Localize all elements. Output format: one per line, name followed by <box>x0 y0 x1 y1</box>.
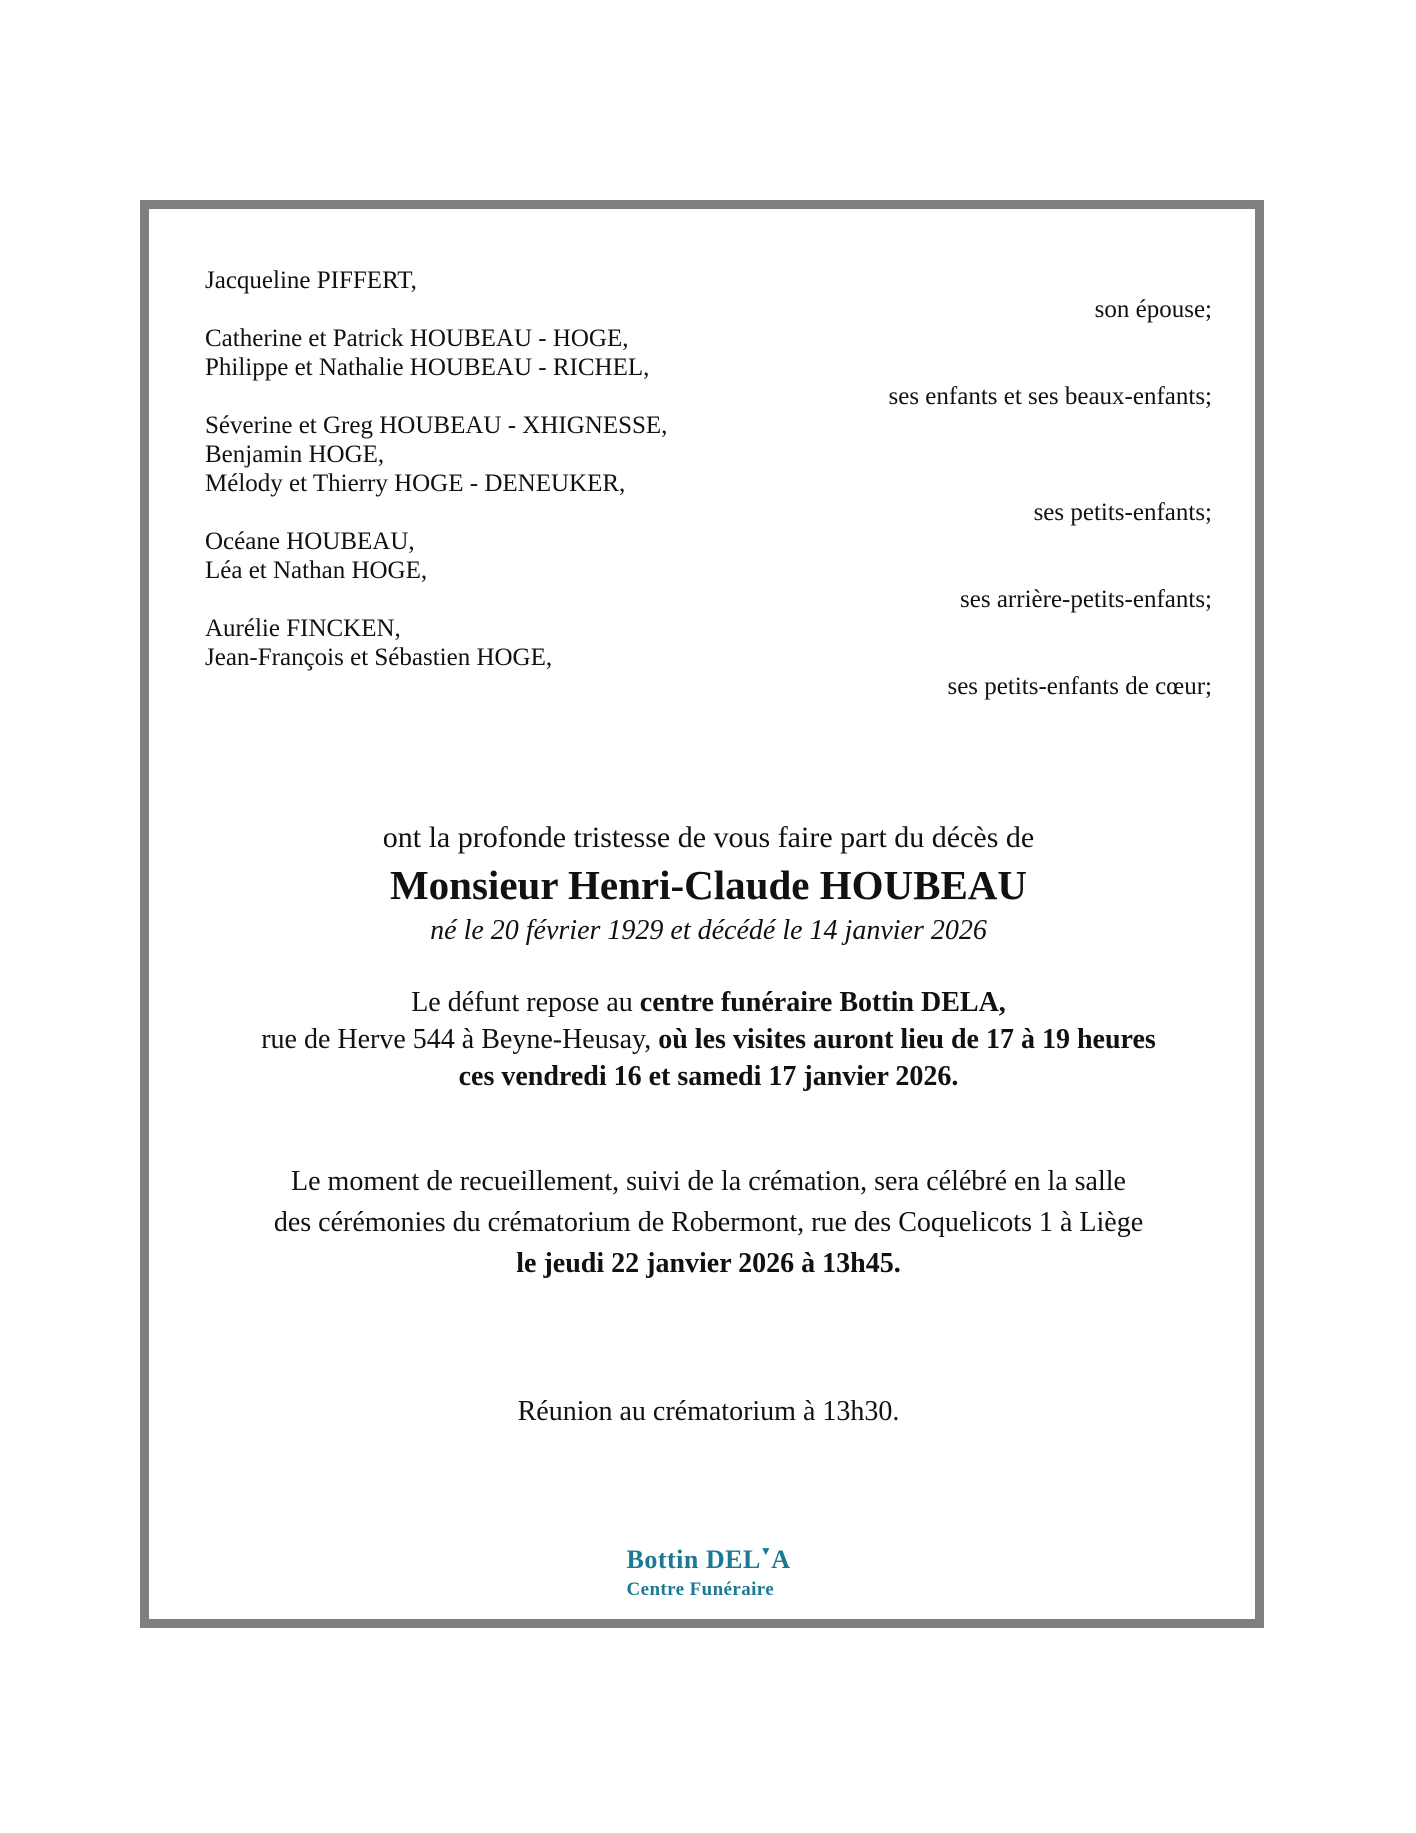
family-member-name: Jacqueline PIFFERT, <box>205 267 417 294</box>
meeting-note: Réunion au crématorium à 13h30. <box>517 1396 900 1427</box>
deceased-name: Monsieur Henri-Claude HOUBEAU <box>389 862 1028 908</box>
logo-subtitle: Centre Funéraire <box>626 1579 775 1600</box>
family-list <box>205 266 1212 701</box>
family-member-name: Léa et Nathan HOGE, <box>205 557 428 584</box>
logo-wordmark-prefix: Bottin DEL <box>626 1545 761 1574</box>
announcement-card <box>140 200 1264 1628</box>
family-member-name: Séverine et Greg HOUBEAU - XHIGNESSE, <box>205 412 668 439</box>
ceremony-line: Le moment de recueillement, suivi de la crémation, sera célébré en la salle <box>291 1166 1126 1197</box>
family-member-name: Mélody et Thierry HOGE - DENEUKER, <box>205 470 626 497</box>
relation-label: son épouse; <box>1094 296 1212 323</box>
ceremony-details <box>205 1161 1212 1284</box>
logo-apostrophe-icon: ▼ <box>759 1544 773 1558</box>
family-member-name: Catherine et Patrick HOUBEAU - HOGE, <box>205 325 629 352</box>
visitation-line: rue de Herve 544 à Beyne-Heusay, où les visites auront lieu de 17 à 19 heures <box>261 1024 1156 1055</box>
logo-wordmark <box>627 1534 791 1577</box>
relation-label: ses arrière-petits-enfants; <box>960 586 1212 613</box>
visitation-line: ces vendredi 16 et samedi 17 janvier 2026. <box>458 1061 959 1092</box>
relation-label: ses enfants et ses beaux-enfants; <box>888 383 1212 410</box>
announcement-intro: ont la profonde tristesse de vous faire part du décès de <box>382 821 1035 854</box>
birth-death-dates: né le 20 février 1929 et décédé le 14 janvier 2026 <box>430 915 987 946</box>
family-member-name: Jean-François et Sébastien HOGE, <box>205 644 553 671</box>
family-member-name: Benjamin HOGE, <box>205 441 385 468</box>
relation-label: ses petits-enfants de cœur; <box>947 673 1212 700</box>
visitation-line: Le défunt repose au centre funéraire Bottin DELA, <box>411 987 1006 1018</box>
family-member-name: Océane HOUBEAU, <box>205 528 415 555</box>
family-member-name: Aurélie FINCKEN, <box>205 615 401 642</box>
visitation-details <box>205 984 1212 1095</box>
funeral-home-logo <box>205 1534 1212 1603</box>
relation-label: ses petits-enfants; <box>1033 499 1212 526</box>
family-member-name: Philippe et Nathalie HOUBEAU - RICHEL, <box>205 354 650 381</box>
ceremony-line: des cérémonies du crématorium de Robermont, rue des Coquelicots 1 à Liège <box>273 1207 1144 1238</box>
logo-wordmark-suffix: A <box>771 1545 791 1574</box>
ceremony-line: le jeudi 22 janvier 2026 à 13h45. <box>516 1248 901 1279</box>
